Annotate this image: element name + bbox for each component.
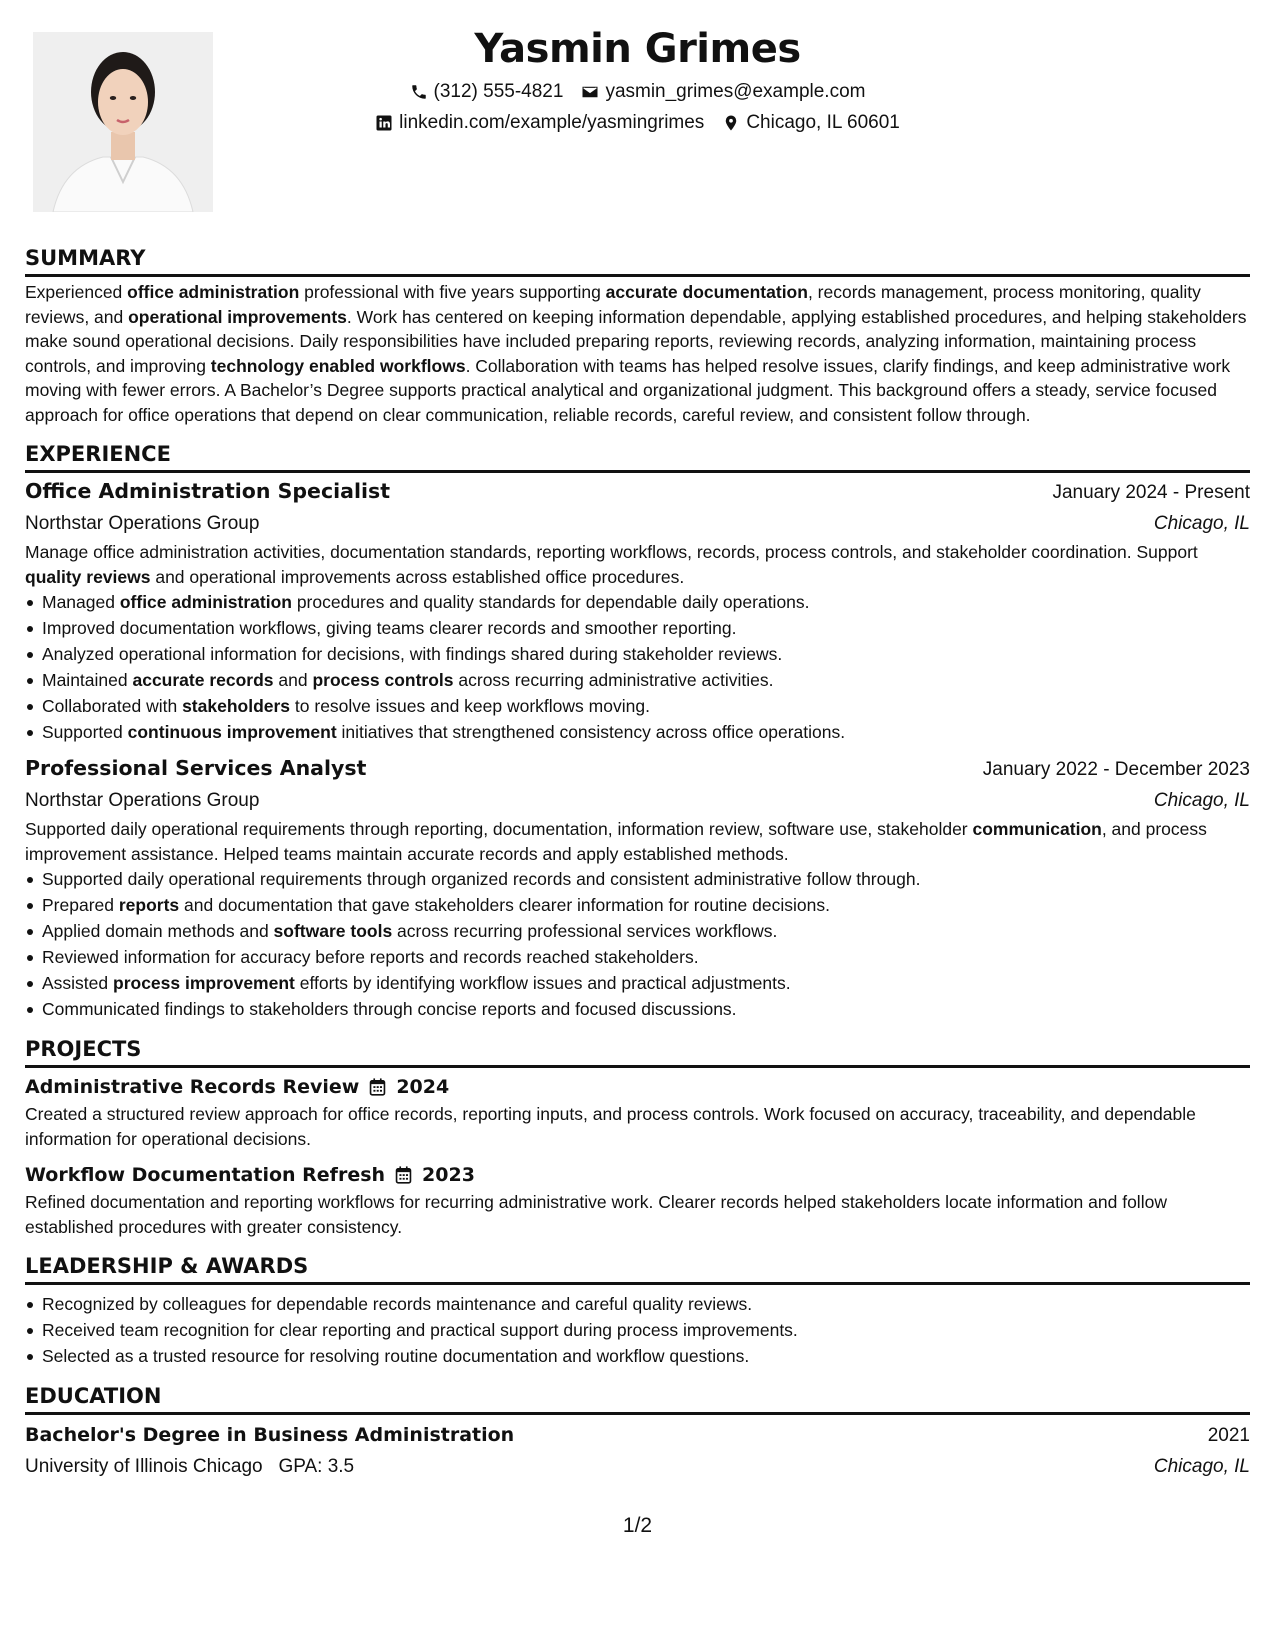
list-item: Received team recognition for clear reporting and practical support during process improvements. [42, 1317, 1250, 1343]
envelope-icon [581, 83, 599, 101]
job-description: Supported daily operational requirements through reporting, documentation, information review, software use, stakeholder communication, and process improvement assistance. Helped teams maintain accurate records and apply established methods. [25, 819, 1207, 864]
email-contact[interactable] [581, 76, 865, 107]
experience-entry [25, 476, 1250, 745]
job-location: Chicago, IL [1153, 790, 1250, 811]
job-dates: January 2024 - Present [1052, 482, 1250, 503]
emphasis-text: stakeholders [182, 696, 291, 716]
emphasis-text: continuous improvement [127, 722, 337, 742]
page-number: 1/2 [622, 1514, 653, 1537]
education-heading: EDUCATION [25, 1382, 1250, 1415]
resume-body [25, 244, 1250, 1482]
experience-heading: EXPERIENCE [25, 440, 1250, 473]
project-entry [25, 1160, 1250, 1239]
job-title: Office Administration Specialist [25, 479, 391, 503]
emphasis-text: operational improvements [128, 306, 347, 327]
emphasis-text: reports [118, 895, 180, 915]
school-location: Chicago, IL [1153, 1456, 1250, 1477]
profile-photo [33, 32, 213, 212]
summary-heading: SUMMARY [25, 244, 1250, 277]
education-entry [25, 1420, 1250, 1482]
project-title: Workflow Documentation Refresh [25, 1164, 386, 1186]
linkedin-text: linkedin.com/example/yasmingrimes [399, 112, 705, 133]
job-title: Professional Services Analyst [25, 756, 367, 780]
emphasis-text: process controls [312, 670, 454, 690]
emphasis-text: accurate records [132, 670, 274, 690]
email-text: yasmin_grimes@example.com [605, 81, 866, 102]
calendar-icon [395, 1166, 412, 1184]
job-bullets [25, 866, 1250, 1022]
project-year: 2024 [396, 1076, 450, 1098]
list-item: Supported daily operational requirements through organized records and consistent administrative follow through. [42, 866, 1250, 892]
list-item: Prepared reports and documentation that gave stakeholders clearer information for routine decisions. [42, 892, 1250, 918]
list-item: Assisted process improvement efforts by identifying workflow issues and practical adjustments. [42, 970, 1250, 996]
emphasis-text: office administration [119, 592, 292, 612]
list-item: Improved documentation workflows, giving teams clearer records and smoother reporting. [42, 615, 1250, 641]
linkedin-contact[interactable] [375, 107, 704, 138]
job-location: Chicago, IL [1153, 513, 1250, 534]
emphasis-text: technology enabled workflows [210, 355, 466, 376]
list-item: Collaborated with stakeholders to resolve issues and keep workflows moving. [42, 693, 1250, 719]
project-title: Administrative Records Review [25, 1076, 360, 1098]
phone-icon [410, 83, 428, 101]
project-description: Created a structured review approach for office records, reporting inputs, and process controls. Work focused on accuracy, traceability, and dependable information for operational decisions. [25, 1104, 1196, 1149]
list-item: Supported continuous improvement initiatives that strengthened consistency across office operations. [42, 719, 1250, 745]
gpa: GPA: 3.5 [278, 1456, 355, 1477]
degree: Bachelor's Degree in Business Administration [25, 1424, 515, 1446]
phone-contact[interactable] [410, 76, 564, 107]
resume-header [330, 22, 945, 138]
project-year: 2023 [422, 1164, 475, 1186]
candidate-name: Yasmin Grimes [474, 26, 801, 72]
project-description: Refined documentation and reporting workflows for recurring administrative work. Clearer records helped stakeholders locate information and follow established procedures with greater consistency. [25, 1192, 1167, 1237]
list-item: Communicated findings to stakeholders through concise reports and focused discussions. [42, 996, 1250, 1022]
graduation-year: 2021 [1207, 1425, 1250, 1446]
emphasis-text: office administration [127, 282, 300, 302]
emphasis-text: quality reviews [25, 566, 151, 587]
list-item: Analyzed operational information for decisions, with findings shared during stakeholder reviews. [42, 641, 1250, 667]
leadership-list [25, 1291, 1250, 1369]
summary-text: Experienced office administration professional with five years supporting accurate documentation, records management, process monitoring, quality reviews, and operational improvements. Work has centered on keeping information dependable, applying established procedures, and helping stakeholders make sound operational decisions. Daily responsibilities have included preparing reports, reviewing records, analyzing information, maintaining process controls, and improving technology enabled workflows. Collaboration with teams has helped resolve issues, clarify findings, and keep administrative work moving with fewer errors. A Bachelor’s Degree supports practical analytical and organizational judgment. This background offers a steady, service focused approach for office operations that depend on clear communication, reliable records, careful review, and consistent follow through. [25, 282, 1247, 425]
job-bullets [25, 589, 1250, 745]
calendar-icon [369, 1078, 386, 1096]
job-company: Northstar Operations Group [25, 513, 260, 534]
leadership-heading: LEADERSHIP & AWARDS [25, 1252, 1250, 1285]
list-item: Selected as a trusted resource for resolving routine documentation and workflow questions. [42, 1343, 1250, 1369]
contact-line-2 [330, 107, 945, 138]
experience-entry [25, 753, 1250, 1022]
phone-text: (312) 555-4821 [433, 81, 564, 102]
school-info [25, 1451, 354, 1482]
school-name: University of Illinois Chicago [25, 1456, 263, 1477]
emphasis-text: accurate documentation [605, 282, 808, 302]
emphasis-text: communication [972, 819, 1102, 839]
linkedin-icon [375, 114, 393, 132]
emphasis-text: process improvement [113, 973, 295, 993]
job-description: Manage office administration activities, documentation standards, reporting workflows, records, process controls, and stakeholder coordination. Support quality reviews and operational improvements across established office procedures. [25, 542, 1198, 587]
emphasis-text: software tools [273, 921, 393, 941]
map-pin-icon [722, 114, 740, 132]
location-text: Chicago, IL 60601 [746, 112, 900, 133]
location-contact [722, 107, 900, 138]
project-entry [25, 1072, 1250, 1151]
list-item: Managed office administration procedures and quality standards for dependable daily operations. [42, 589, 1250, 615]
list-item: Maintained accurate records and process controls across recurring administrative activities. [42, 667, 1250, 693]
job-company: Northstar Operations Group [25, 790, 260, 811]
list-item: Recognized by colleagues for dependable records maintenance and careful quality reviews. [42, 1291, 1250, 1317]
list-item: Applied domain methods and software tools across recurring professional services workflows. [42, 918, 1250, 944]
projects-heading: PROJECTS [25, 1035, 1250, 1068]
contact-line-1 [330, 76, 945, 107]
job-dates: January 2022 - December 2023 [982, 759, 1250, 780]
list-item: Reviewed information for accuracy before reports and records reached stakeholders. [42, 944, 1250, 970]
